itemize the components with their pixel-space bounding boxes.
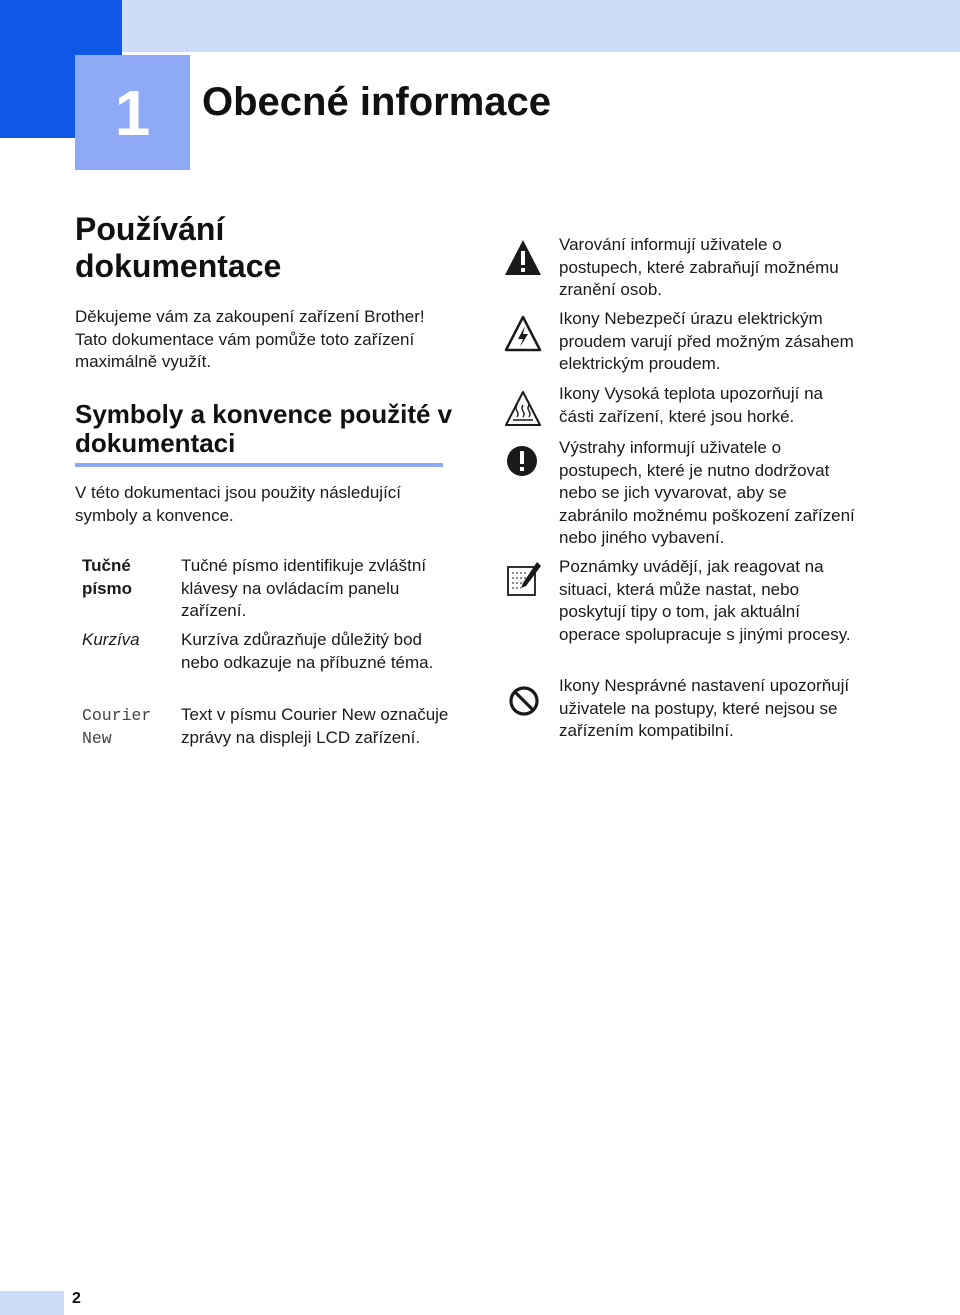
convention-term-italic: Kurzíva xyxy=(82,630,140,649)
prohibited-description: Ikony Nesprávné nastavení upozorňují uživatele na postupy, které nejsou se zařízením kompatibilní. xyxy=(559,676,850,741)
convention-description-mono: Text v písmu Courier New označuje zprávy na displeji LCD zařízení. xyxy=(181,705,449,747)
convention-description-bold: Tučné písmo identifikuje zvláštní klávesy na ovládacím panelu zařízení. xyxy=(181,556,427,621)
warning-triangle-icon xyxy=(503,238,543,278)
electrical-hazard-icon xyxy=(503,314,543,354)
convention-description-italic: Kurzíva zdůrazňuje důležitý bod nebo odkazuje na příbuzné téma. xyxy=(181,630,434,672)
section-title: Používání dokumentace xyxy=(75,211,282,284)
header-accent-band xyxy=(122,0,960,52)
convention-term-bold: Tučné písmo xyxy=(82,556,133,598)
electrical-hazard-description: Ikony Nebezpečí úrazu elektrickým proudem varují před možným zásahem elektrickým proudem. xyxy=(559,309,854,374)
hot-surface-description: Ikony Vysoká teplota upozorňují na části zařízení, které jsou horké. xyxy=(559,384,823,426)
subsection-intro: V této dokumentaci jsou použity následující symboly a konvence. xyxy=(75,483,402,525)
caution-description: Výstrahy informují uživatele o postupech, které je nutno dodržovat nebo se jich vyvarovat, aby se zabránilo možnému poškození zařízení nebo jiného vybavení. xyxy=(559,438,855,548)
page-number: 2 xyxy=(72,1290,81,1307)
prohibited-icon xyxy=(503,680,543,720)
note-icon xyxy=(503,559,543,599)
warning-description: Varování informují uživatele o postupech, které zabraňují možnému zranění osob. xyxy=(559,235,839,300)
convention-term-mono: Courier New xyxy=(82,706,152,748)
chapter-number: 1 xyxy=(114,76,151,149)
subsection-title: Symboly a konvence použité v dokumentaci xyxy=(75,399,453,458)
caution-icon xyxy=(503,442,543,482)
section-intro: Děkujeme vám za zakoupení zařízení Brother! Tato dokumentace vám pomůže toto zařízení maximálně využít. xyxy=(75,307,425,372)
hot-surface-icon xyxy=(503,389,543,429)
chapter-title: Obecné informace xyxy=(202,80,552,124)
note-description: Poznámky uvádějí, jak reagovat na situaci, která může nastat, nebo poskytují tipy o tom, jak aktuální operace spolupracuje s jinými procesy. xyxy=(559,557,851,644)
footer-accent-band xyxy=(0,1291,64,1315)
subsection-underline xyxy=(75,463,443,467)
